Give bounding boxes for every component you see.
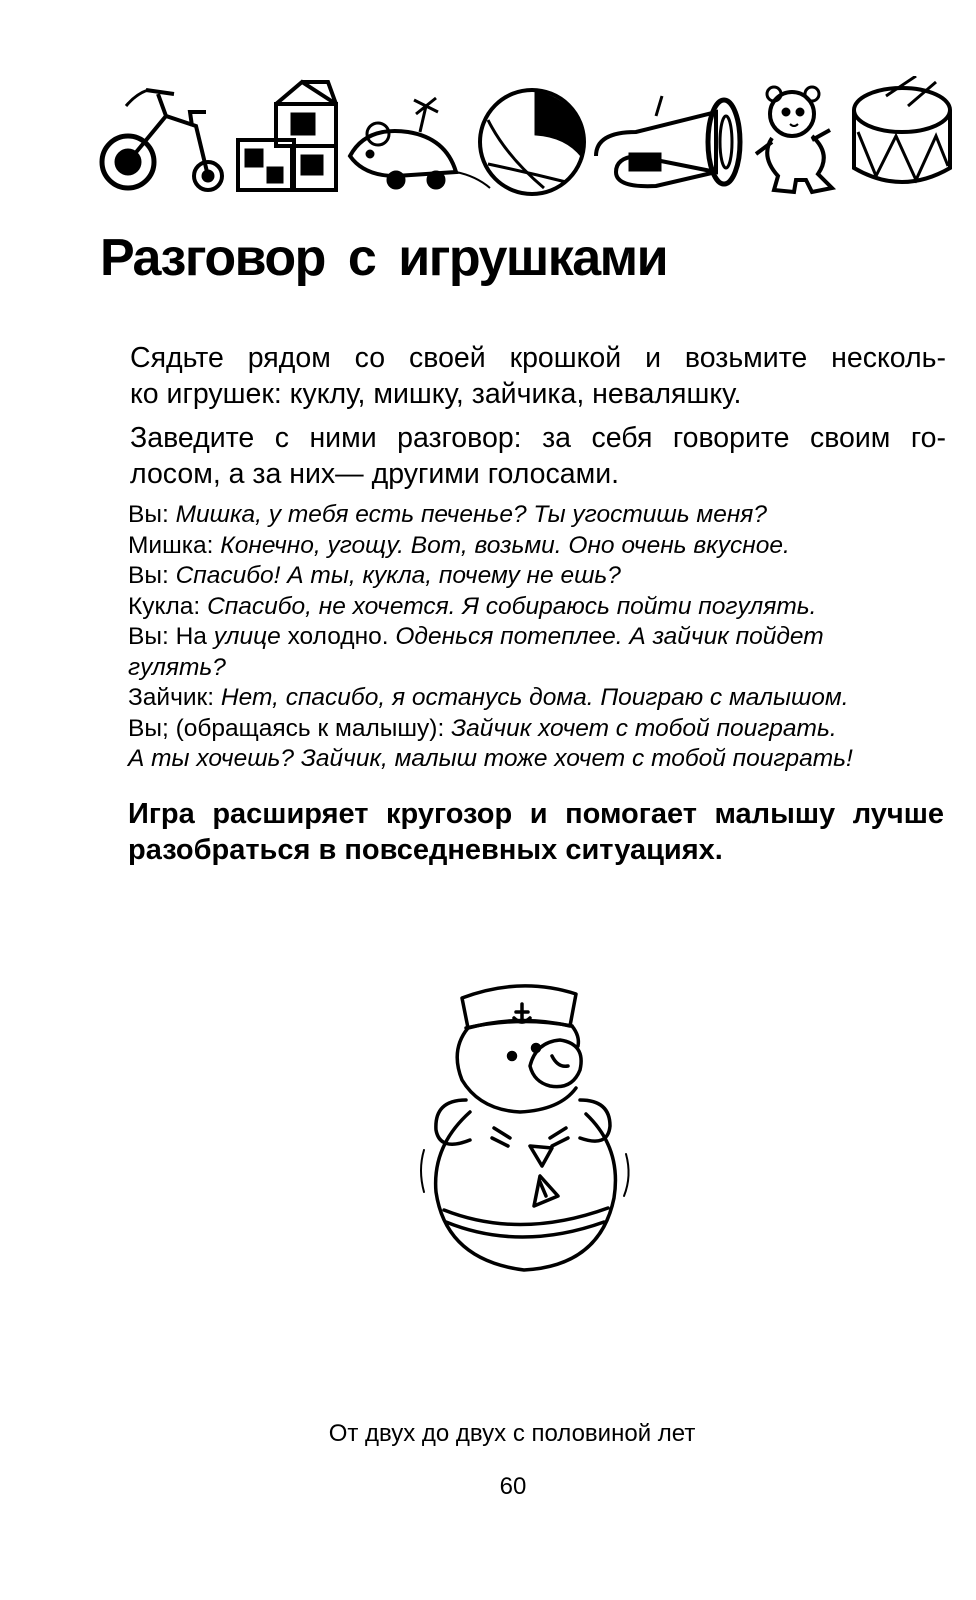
ball-icon <box>480 90 584 194</box>
footer-caption: От двух до двух с половиной лет <box>328 1420 696 1447</box>
dialog-text: улице <box>213 623 281 650</box>
dialog-line <box>128 653 948 684</box>
dialog-speaker: Кукла: <box>128 592 201 620</box>
dialog-speaker: Вы; (обращаясь к малышу): <box>128 714 445 742</box>
dialog-block <box>128 500 948 775</box>
bicycle-icon <box>102 90 222 190</box>
paragraph-line: Заведите с ними разговор: за себя говорите своим го- <box>130 422 946 454</box>
dialog-line <box>128 683 948 714</box>
page-title: Разговор с игрушками <box>100 229 668 287</box>
dialog-plain-text: холодно. <box>287 623 389 650</box>
dialog-line <box>128 531 948 562</box>
dialog-text: Зайчик хочет с тобой поиграть. <box>451 714 837 742</box>
intro-paragraph <box>130 340 946 412</box>
dialog-speaker: Вы: На <box>128 623 207 650</box>
dialog-speaker: Мишка: <box>128 531 214 559</box>
drum-icon <box>854 76 950 182</box>
conclusion-paragraph <box>128 796 944 868</box>
dialog-text: Мишка, у тебя есть печенье? Ты угостишь меня? <box>175 501 768 528</box>
teddy-bear-icon <box>756 87 832 192</box>
instruction-paragraph <box>130 420 946 492</box>
dialog-text: А ты хочешь? Зайчик, малыш тоже хочет с тобой поиграть! <box>128 745 853 772</box>
dialog-text: Конечно, угощу. Вот, возьми. Оно очень вкусное. <box>220 531 790 559</box>
dialog-line <box>128 561 948 592</box>
dialog-text: Спасибо! А ты, кукла, почему не ешь? <box>175 562 621 589</box>
paragraph-line: Сядьте рядом со своей крошкой и возьмите несколь- <box>130 342 946 374</box>
dialog-speaker: Вы: <box>128 501 169 528</box>
trumpet-icon <box>596 96 740 186</box>
dialog-speaker: Вы: <box>128 562 169 589</box>
conclusion-line: Игра расширяет кругозор и помогает малышу лучше <box>128 798 944 830</box>
roly-poly-toy-icon <box>410 970 640 1300</box>
dialog-line <box>128 714 948 745</box>
paragraph-line: лосом, а за них— другими голосами. <box>130 458 620 490</box>
dialog-line <box>128 592 948 623</box>
dialog-text: Нет, спасибо, я останусь дома. Поиграю с малышом. <box>220 684 849 711</box>
dialog-speaker: Зайчик: <box>128 684 215 711</box>
mouse-toy-icon <box>350 98 490 188</box>
dialog-line <box>128 622 948 653</box>
page-number: 60 <box>499 1473 527 1500</box>
dialog-text: гулять? <box>128 653 226 681</box>
blocks-icon <box>238 82 336 190</box>
paragraph-line: ко игрушек: куклу, мишку, зайчика, неваляшку. <box>130 378 742 410</box>
dialog-text: Оденься потеплее. А зайчик пойдет <box>395 623 824 650</box>
dialog-line <box>128 500 948 531</box>
dialog-line <box>128 744 948 775</box>
conclusion-line: разобраться в повседневных ситуациях. <box>128 834 723 866</box>
dialog-text: Спасибо, не хочется. Я собираюсь пойти погулять. <box>207 592 817 620</box>
toy-illustration-strip <box>96 76 956 200</box>
